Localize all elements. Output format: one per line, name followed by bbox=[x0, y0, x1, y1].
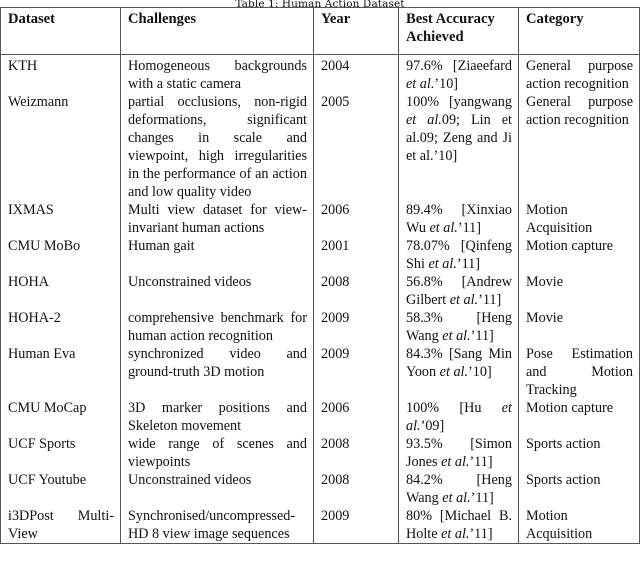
et-al-citation: et al. bbox=[406, 112, 442, 128]
table-row bbox=[1, 237, 640, 273]
citation-year: ’11] bbox=[469, 526, 493, 542]
year-cell: 2001 bbox=[314, 237, 399, 273]
year-cell: 2009 bbox=[314, 345, 399, 399]
year-cell: 2006 bbox=[314, 201, 399, 237]
accuracy-text: 80% [Michael B. Holte bbox=[406, 508, 512, 542]
dataset-cell: CMU MoBo bbox=[1, 237, 121, 273]
table-row bbox=[1, 309, 640, 345]
accuracy-text: 100% [Hu bbox=[406, 400, 502, 416]
table-row bbox=[1, 273, 640, 309]
table-row bbox=[1, 201, 640, 237]
et-al-citation: et al. bbox=[441, 454, 470, 470]
accuracy-cell bbox=[399, 507, 519, 544]
accuracy-text: 89.4% [Xinxiao Wu bbox=[406, 202, 512, 236]
table-row bbox=[1, 435, 640, 471]
dataset-cell: Human Eva bbox=[1, 345, 121, 399]
category-cell: Movie bbox=[519, 309, 640, 345]
accuracy-cell bbox=[399, 201, 519, 237]
category-cell: General purpose action recognition bbox=[519, 93, 640, 201]
accuracy-cell bbox=[399, 237, 519, 273]
table-row bbox=[1, 93, 640, 201]
category-cell: Motion capture bbox=[519, 237, 640, 273]
citation-year: ’11] bbox=[470, 328, 494, 344]
citation-year: ’10] bbox=[434, 76, 459, 92]
citation-year: ’11] bbox=[457, 220, 481, 236]
accuracy-cell bbox=[399, 273, 519, 309]
header-challenges: Challenges bbox=[121, 8, 314, 55]
category-cell: Motion capture bbox=[519, 399, 640, 435]
challenges-cell: synchronized video and ground-truth 3D motion bbox=[121, 345, 314, 399]
et-al-citation: et al. bbox=[441, 526, 470, 542]
category-cell: Motion Acquisition bbox=[519, 201, 640, 237]
header-dataset: Dataset bbox=[1, 8, 121, 55]
citation-year: ’11] bbox=[456, 256, 480, 272]
dataset-cell: KTH bbox=[1, 55, 121, 94]
et-al-citation: et al. bbox=[449, 292, 479, 308]
accuracy-cell bbox=[399, 471, 519, 507]
category-cell: Motion Acquisition bbox=[519, 507, 640, 544]
year-cell: 2008 bbox=[314, 435, 399, 471]
challenges-cell: partial occlusions, non-rigid deformations, significant changes in scale and viewpoint, high irregularities in the performance of an action and low quality video bbox=[121, 93, 314, 201]
table-row bbox=[1, 345, 640, 399]
table-body bbox=[1, 55, 640, 544]
accuracy-text: 93.5% [Simon Jones bbox=[406, 436, 512, 470]
accuracy-text: 56.8% [Andrew Gilbert bbox=[406, 274, 512, 308]
citation-year: ’09] bbox=[420, 418, 445, 434]
category-cell: Sports action bbox=[519, 471, 640, 507]
accuracy-cell bbox=[399, 435, 519, 471]
et-al-citation: et al. bbox=[442, 328, 471, 344]
challenges-cell: Homogeneous backgrounds with a static camera bbox=[121, 55, 314, 94]
dataset-cell: Weizmann bbox=[1, 93, 121, 201]
citation-year: 09; Lin et al.09; Zeng and Ji et al.’10] bbox=[406, 112, 512, 164]
challenges-cell: Synchronised/uncompressed-HD 8 view image sequences bbox=[121, 507, 314, 544]
table-row bbox=[1, 471, 640, 507]
citation-year: ’11] bbox=[478, 292, 502, 308]
category-cell: General purpose action recognition bbox=[519, 55, 640, 94]
year-cell: 2006 bbox=[314, 399, 399, 435]
category-cell: Movie bbox=[519, 273, 640, 309]
table-row bbox=[1, 507, 640, 544]
header-best-accuracy: Best Accuracy Achieved bbox=[399, 8, 519, 55]
challenges-cell: wide range of scenes and viewpoints bbox=[121, 435, 314, 471]
dataset-cell: UCF Sports bbox=[1, 435, 121, 471]
challenges-cell: comprehensive benchmark for human action recognition bbox=[121, 309, 314, 345]
citation-year: ’11] bbox=[470, 490, 494, 506]
challenges-cell: Unconstrained videos bbox=[121, 471, 314, 507]
year-cell: 2009 bbox=[314, 507, 399, 544]
accuracy-text: 58.3% [Heng Wang bbox=[406, 310, 512, 344]
year-cell: 2004 bbox=[314, 55, 399, 94]
challenges-cell: Human gait bbox=[121, 237, 314, 273]
header-year: Year bbox=[314, 8, 399, 55]
challenges-cell: Unconstrained videos bbox=[121, 273, 314, 309]
human-action-dataset-table bbox=[0, 7, 640, 544]
citation-year: ’11] bbox=[469, 454, 493, 470]
category-cell: Pose Estimation and Motion Tracking bbox=[519, 345, 640, 399]
accuracy-cell bbox=[399, 93, 519, 201]
et-al-citation: et al. bbox=[406, 76, 435, 92]
accuracy-cell bbox=[399, 399, 519, 435]
accuracy-cell bbox=[399, 309, 519, 345]
table-header-row bbox=[1, 8, 640, 55]
table-row bbox=[1, 399, 640, 435]
et-al-citation: et al. bbox=[406, 400, 512, 434]
dataset-cell: CMU MoCap bbox=[1, 399, 121, 435]
accuracy-text: 84.2% [Heng Wang bbox=[406, 472, 512, 506]
et-al-citation: et al. bbox=[439, 364, 469, 380]
accuracy-text: 100% [yangwang bbox=[406, 94, 512, 110]
citation-year: ’10] bbox=[468, 364, 492, 380]
dataset-cell: UCF Youtube bbox=[1, 471, 121, 507]
table-row bbox=[1, 55, 640, 94]
table-caption: Table 1: Human Action Dataset bbox=[235, 0, 405, 10]
et-al-citation: et al. bbox=[428, 256, 457, 272]
category-cell: Sports action bbox=[519, 435, 640, 471]
dataset-cell: HOHA bbox=[1, 273, 121, 309]
et-al-citation: et al. bbox=[442, 490, 471, 506]
accuracy-text: 97.6% [Ziaeefard bbox=[406, 58, 512, 74]
year-cell: 2008 bbox=[314, 471, 399, 507]
header-category: Category bbox=[519, 8, 640, 55]
challenges-cell: 3D marker positions and Skeleton movement bbox=[121, 399, 314, 435]
dataset-cell: IXMAS bbox=[1, 201, 121, 237]
challenges-cell: Multi view dataset for view-invariant human actions bbox=[121, 201, 314, 237]
year-cell: 2009 bbox=[314, 309, 399, 345]
year-cell: 2005 bbox=[314, 93, 399, 201]
et-al-citation: et al. bbox=[429, 220, 458, 236]
dataset-cell: i3DPost Multi-View bbox=[1, 507, 121, 544]
accuracy-cell bbox=[399, 55, 519, 94]
accuracy-text: 78.07% [Qinfeng Shi bbox=[406, 238, 512, 272]
dataset-cell: HOHA-2 bbox=[1, 309, 121, 345]
accuracy-cell bbox=[399, 345, 519, 399]
year-cell: 2008 bbox=[314, 273, 399, 309]
accuracy-text: 84.3% [Sang Min Yoon bbox=[406, 346, 512, 380]
